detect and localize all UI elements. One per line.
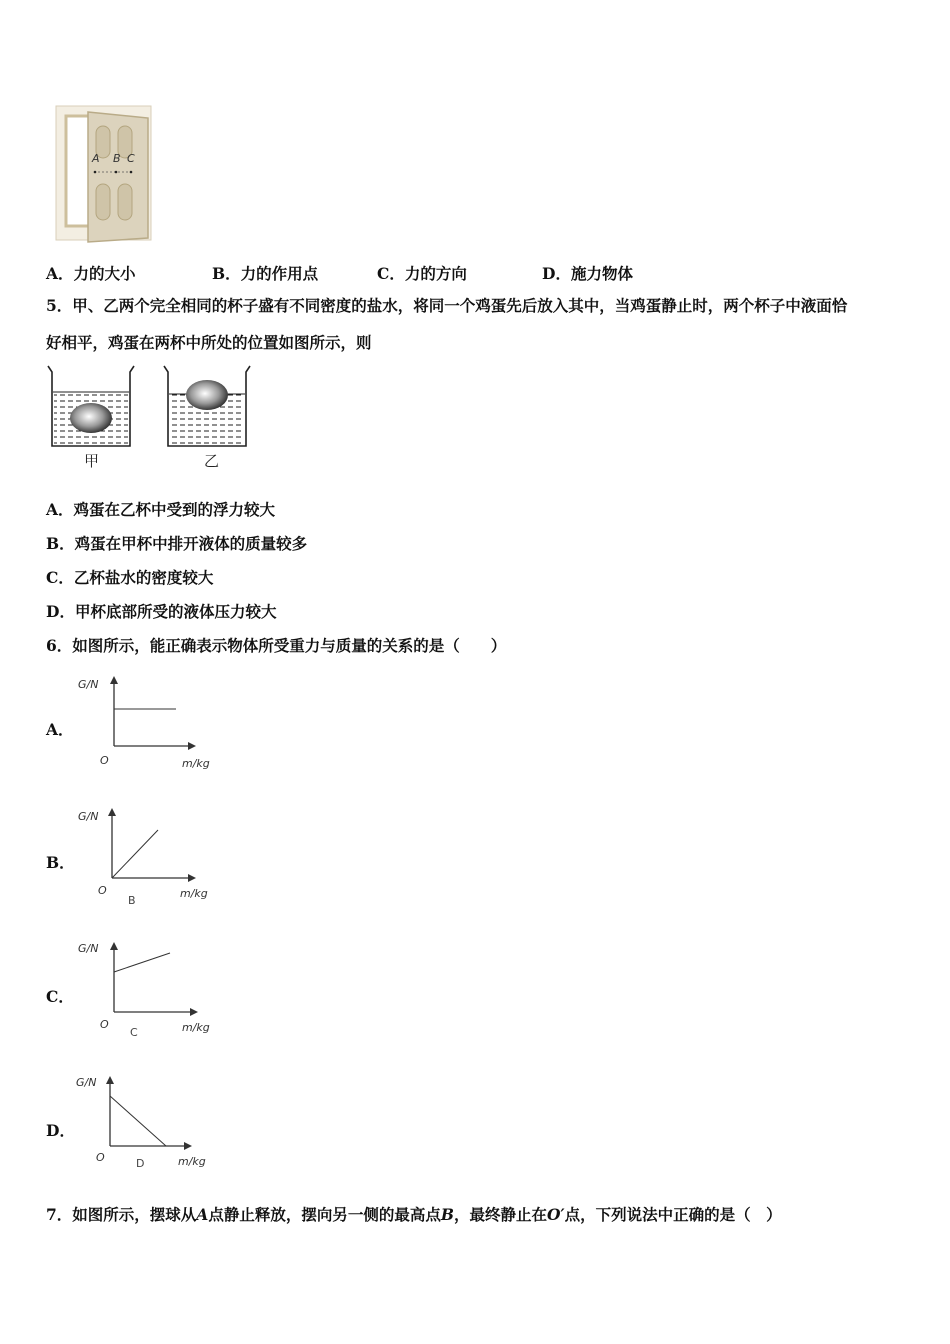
graph-c-x-label: m/kg <box>182 1021 210 1034</box>
q4-option-b[interactable]: B．力的作用点 <box>212 264 319 283</box>
door-label-b: B <box>113 152 121 165</box>
graph-a-origin: O <box>100 754 109 767</box>
graph-b-x-label: m/kg <box>180 887 208 900</box>
q7-stem <box>46 1205 782 1225</box>
graph-b-sub-label: B <box>128 894 136 907</box>
q5-option-c[interactable]: C．乙杯盐水的密度较大 <box>46 568 214 587</box>
q5-stem-line2: 好相平，鸡蛋在两杯中所处的位置如图所示，则 <box>46 333 372 352</box>
graph-c-sub-label: C <box>130 1026 138 1039</box>
q5-option-b[interactable]: B．鸡蛋在甲杯中排开液体的质量较多 <box>46 534 308 553</box>
q6-stem: 6．如图所示，能正确表示物体所受重力与质量的关系的是（ ） <box>46 636 507 655</box>
graph-c-y-label: G/N <box>78 942 99 955</box>
q7-point-o-prime: O′ <box>546 1205 565 1224</box>
q7-point-a: A <box>196 1205 209 1224</box>
q4-option-c[interactable]: C．力的方向 <box>377 264 467 283</box>
door-label-c: C <box>127 152 135 165</box>
graph-a[interactable] <box>70 672 220 772</box>
door-label-a: A <box>92 152 100 165</box>
q7-stem-part-1: 7．如图所示，摆球从 <box>46 1205 197 1224</box>
graph-c-origin: O <box>100 1018 109 1031</box>
cup-label-jia: 甲 <box>84 452 100 470</box>
graph-c[interactable] <box>70 938 220 1040</box>
q7-stem-part-3: ，最终静止在 <box>453 1205 547 1224</box>
graph-d-origin: O <box>96 1151 105 1164</box>
q6-option-d-letter[interactable]: D． <box>46 1121 75 1140</box>
graph-b-origin: O <box>98 884 107 897</box>
graph-d-x-label: m/kg <box>178 1155 206 1168</box>
graph-b-y-label: G/N <box>78 810 99 823</box>
q5-stem-line1: 5．甲、乙两个完全相同的杯子盛有不同密度的盐水，将同一个鸡蛋先后放入其中，当鸡蛋静止时，两个杯子中液面恰 <box>46 296 848 315</box>
q6-option-a-letter[interactable]: A． <box>46 720 74 739</box>
graph-a-x-label: m/kg <box>182 757 210 770</box>
graph-a-y-label: G/N <box>78 678 99 691</box>
q6-option-b-letter[interactable]: B． <box>46 853 75 872</box>
cups-figure <box>44 362 264 472</box>
q4-option-a[interactable]: A．力的大小 <box>46 264 136 283</box>
q7-point-b: B <box>440 1205 454 1224</box>
q5-option-d[interactable]: D．甲杯底部所受的液体压力较大 <box>46 602 277 621</box>
graph-d-y-label: G/N <box>76 1076 97 1089</box>
door-figure <box>54 104 154 244</box>
q4-options <box>46 262 906 282</box>
cup-label-yi: 乙 <box>204 452 220 470</box>
q4-option-d[interactable]: D．施力物体 <box>542 264 633 283</box>
graph-b[interactable] <box>70 804 220 908</box>
q6-option-c-letter[interactable]: C． <box>46 987 74 1006</box>
q7-stem-part-4: 点，下列说法中正确的是（ ） <box>564 1205 782 1224</box>
graph-d-sub-label: D <box>136 1157 145 1170</box>
q5-option-a[interactable]: A．鸡蛋在乙杯中受到的浮力较大 <box>46 500 276 519</box>
graph-d[interactable] <box>70 1072 220 1172</box>
q7-stem-part-2: 点静止释放，摆向另一侧的最高点 <box>208 1205 441 1224</box>
